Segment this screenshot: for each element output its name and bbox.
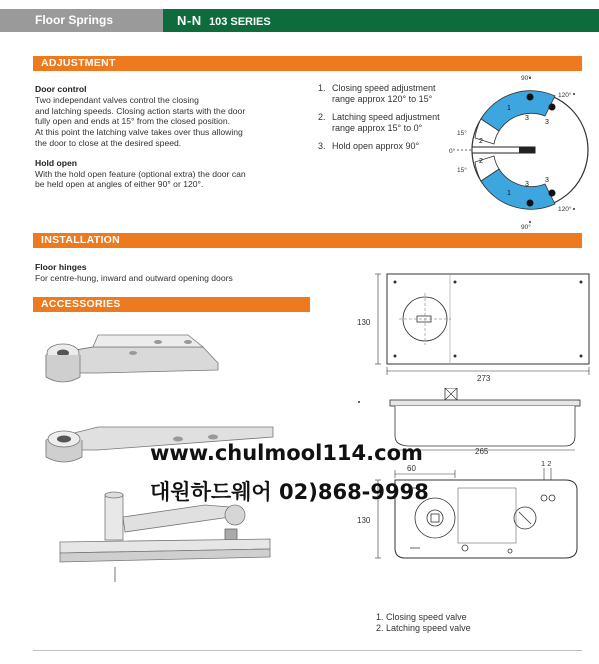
dim-273: 273 xyxy=(477,374,491,383)
door-control-line: At this point the latching valve takes over thus allowing xyxy=(35,127,243,138)
legend-text: Closing speed valve xyxy=(386,612,467,622)
hold-open-line: With the hold open feature (optional extra) the door can xyxy=(35,168,246,179)
label-n3: 3 xyxy=(525,181,529,188)
dim-130-top-view: 130 xyxy=(357,318,371,327)
label-n1: 1 xyxy=(507,105,511,112)
door-control-line: Two independant valves control the closing xyxy=(35,94,199,105)
bottom-divider xyxy=(33,650,582,651)
label-15-top: 15° xyxy=(457,130,467,137)
legend-num: 2. xyxy=(376,623,384,633)
closing-arc-top xyxy=(481,91,555,131)
hold-open-dot xyxy=(549,190,556,197)
label-0: 0° xyxy=(449,148,456,155)
label-120-top: 120° xyxy=(558,92,572,99)
adjustment-dial-diagram xyxy=(445,68,590,233)
accessory-top-pivot-illustration xyxy=(38,325,238,400)
label-n2: 2 xyxy=(479,158,483,165)
hold-open-dot xyxy=(549,104,556,111)
list-num: 2. xyxy=(318,112,326,122)
angle-marker xyxy=(529,221,531,223)
brand-logo: N-N xyxy=(177,13,202,28)
floor-hinges-block xyxy=(35,262,315,284)
label-n2: 2 xyxy=(479,138,483,145)
valve-marks: 1 2 xyxy=(541,459,552,468)
header-series-bar xyxy=(163,9,599,32)
list-text: Latching speed adjustment xyxy=(332,112,440,122)
label-15-bottom: 15° xyxy=(457,167,467,174)
legend-item xyxy=(376,623,576,634)
list-num: 1. xyxy=(318,83,326,93)
dim-60: 60 xyxy=(407,464,416,473)
label-n1: 1 xyxy=(507,190,511,197)
label-90-bottom: 90° xyxy=(521,224,531,231)
accessories-section-bar: ACCESSORIES xyxy=(33,297,310,312)
list-text: Closing speed adjustment xyxy=(332,83,436,93)
header-left-title: Floor Springs xyxy=(0,9,163,32)
legend-text: Latching speed valve xyxy=(386,623,471,633)
dim-265: 265 xyxy=(475,447,489,456)
installation-section-bar: INSTALLATION xyxy=(33,233,582,248)
floor-spring-internal-view-drawing xyxy=(355,458,595,570)
dim-130-internal-view: 130 xyxy=(357,516,371,525)
angle-marker xyxy=(573,208,575,210)
door-arm-pivot xyxy=(519,147,535,153)
series-title: 103 SERIES xyxy=(208,16,271,28)
legend-item xyxy=(376,612,576,623)
floor-spring-top-view-drawing xyxy=(355,268,595,386)
valve-legend xyxy=(376,612,576,634)
watermark-phone: 대원하드웨어 02)868-9998 xyxy=(150,480,429,504)
label-n3: 3 xyxy=(545,119,549,126)
hold-open-dot xyxy=(527,94,534,101)
door-control-heading: Door control xyxy=(35,84,87,94)
list-num: 3. xyxy=(318,141,326,151)
label-90-top: 90° xyxy=(521,75,531,82)
list-text: Hold open approx 90° xyxy=(332,141,420,151)
door-control-block xyxy=(35,84,305,190)
watermark-url: www.chulmool114.com xyxy=(150,441,423,465)
hold-open-dot xyxy=(527,200,534,207)
floor-hinges-text: For centre-hung, inward and outward opening doors xyxy=(35,272,233,283)
door-control-line: and latching speeds. Closing action starts with the door xyxy=(35,105,246,116)
label-n3: 3 xyxy=(525,115,529,122)
angle-marker xyxy=(573,93,575,95)
list-text: range approx 120° to 15° xyxy=(332,94,433,104)
floor-hinges-heading: Floor hinges xyxy=(35,262,87,272)
closing-arc-bottom xyxy=(481,169,555,209)
label-n3: 3 xyxy=(545,177,549,184)
label-120-bottom: 120° xyxy=(558,206,572,213)
hold-open-line: be held open at angles of either 90° or 120°. xyxy=(35,179,204,190)
hold-open-heading: Hold open xyxy=(35,157,78,168)
door-control-line: the door to close at the desired speed. xyxy=(35,137,182,148)
legend-num: 1. xyxy=(376,612,384,622)
adjustment-section-bar: ADJUSTMENT xyxy=(33,56,582,71)
list-text: range approx 15° to 0° xyxy=(332,123,423,133)
door-control-line: fully open and ends at 15° from the closed position. xyxy=(35,116,231,127)
